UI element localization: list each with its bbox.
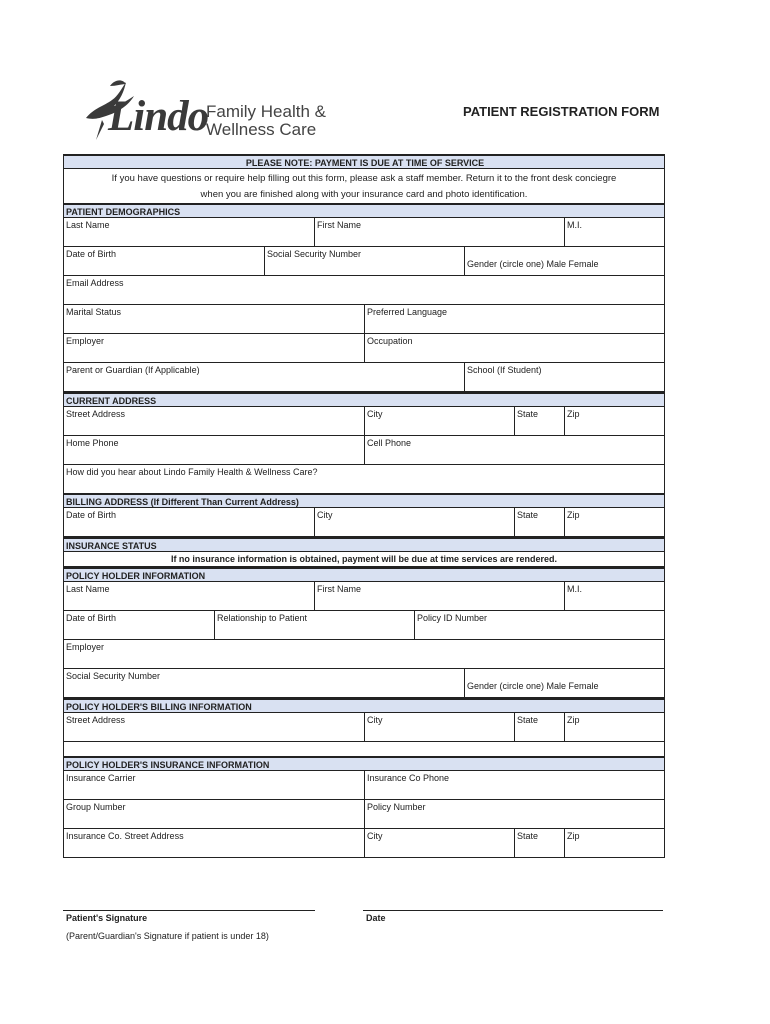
field-label: Occupation (367, 336, 413, 346)
form-row (64, 800, 664, 829)
ph-city-field[interactable] (364, 713, 514, 741)
field-label: Insurance Co Phone (367, 773, 450, 783)
field-label: Zip (567, 409, 580, 419)
registration-form (63, 154, 665, 858)
ph-street-field[interactable] (64, 713, 364, 741)
field-label: Zip (567, 510, 580, 520)
field-label: Relationship to Patient (217, 613, 308, 623)
form-row (64, 363, 664, 392)
field-label: Date of Birth (66, 510, 117, 520)
help-note (64, 169, 664, 203)
field-label: State (517, 715, 539, 725)
insurance-note: If no insurance information is obtained, payment will be due at time services are rendered. (64, 552, 664, 567)
mi-field[interactable] (564, 218, 664, 246)
field-label: Zip (567, 715, 580, 725)
field-label: Policy ID Number (417, 613, 488, 623)
policy-number-field[interactable] (364, 800, 664, 828)
cell-phone-field[interactable] (364, 436, 664, 464)
form-row (64, 582, 664, 611)
section-insurance-status: INSURANCE STATUS (64, 537, 664, 552)
field-label: Street Address (66, 715, 126, 725)
form-row (64, 669, 664, 698)
group-number-field[interactable] (64, 800, 364, 828)
logo-line-2: Wellness Care (206, 120, 317, 139)
field-label: Parent or Guardian (If Applicable) (66, 365, 200, 375)
patient-signature-label: Patient's Signature (66, 913, 148, 923)
field-label: Marital Status (66, 307, 122, 317)
date-line[interactable] (363, 910, 663, 911)
gender-field[interactable] (464, 247, 664, 275)
page-title: PATIENT REGISTRATION FORM (463, 104, 660, 119)
ph-state-field[interactable] (514, 713, 564, 741)
field-label: First Name (317, 584, 362, 594)
occupation-field[interactable] (364, 334, 664, 362)
form-row (64, 771, 664, 800)
ph-first-name-field[interactable] (314, 582, 564, 610)
gender-options: Gender (circle one) Male Female (467, 681, 599, 691)
field-label: City (367, 831, 383, 841)
form-row (64, 640, 664, 669)
ph-employer-field[interactable] (64, 640, 664, 668)
form-row (64, 436, 664, 465)
field-label: Policy Number (367, 802, 426, 812)
insurance-zip-field[interactable] (564, 829, 664, 857)
field-label: State (517, 510, 539, 520)
state-field[interactable] (514, 407, 564, 435)
section-gap (64, 742, 664, 756)
billing-city-field[interactable] (314, 508, 514, 536)
form-row (64, 305, 664, 334)
email-field[interactable] (64, 276, 664, 304)
referral-field[interactable] (64, 465, 664, 493)
field-label: City (317, 510, 333, 520)
section-policy-holder-insurance: POLICY HOLDER'S INSURANCE INFORMATION (64, 756, 664, 771)
insurance-street-field[interactable] (64, 829, 364, 857)
employer-field[interactable] (64, 334, 364, 362)
field-label: M.I. (567, 584, 582, 594)
logo-line-1: Family Health & (206, 102, 326, 121)
billing-state-field[interactable] (514, 508, 564, 536)
field-label: Date of Birth (66, 613, 117, 623)
form-row (64, 218, 664, 247)
preferred-language-field[interactable] (364, 305, 664, 333)
gender-options: Gender (circle one) Male Female (467, 259, 599, 269)
field-label: Date of Birth (66, 249, 117, 259)
field-label: State (517, 831, 539, 841)
insurance-carrier-field[interactable] (64, 771, 364, 799)
school-field[interactable] (464, 363, 664, 391)
section-policy-holder-billing: POLICY HOLDER'S BILLING INFORMATION (64, 698, 664, 713)
field-label: Group Number (66, 802, 126, 812)
form-row (64, 713, 664, 742)
field-label: Social Security Number (267, 249, 362, 259)
billing-dob-field[interactable] (64, 508, 314, 536)
policy-id-field[interactable] (414, 611, 664, 639)
guardian-signature-note: (Parent/Guardian's Signature if patient is under 18) (66, 931, 269, 941)
field-label: Zip (567, 831, 580, 841)
field-label: Street Address (66, 409, 126, 419)
payment-notice-heading: PLEASE NOTE: PAYMENT IS DUE AT TIME OF SERVICE (64, 154, 664, 169)
guardian-field[interactable] (64, 363, 464, 391)
form-row (64, 508, 664, 537)
field-label: Last Name (66, 220, 110, 230)
insurance-state-field[interactable] (514, 829, 564, 857)
field-label: Cell Phone (367, 438, 412, 448)
date-label: Date (366, 913, 386, 923)
home-phone-field[interactable] (64, 436, 364, 464)
patient-signature-line[interactable] (63, 910, 315, 911)
ph-last-name-field[interactable] (64, 582, 314, 610)
field-label: Email Address (66, 278, 124, 288)
form-row (64, 276, 664, 305)
clinic-logo (82, 78, 327, 144)
form-row (64, 407, 664, 436)
field-label: Preferred Language (367, 307, 448, 317)
field-label: Last Name (66, 584, 110, 594)
field-label: State (517, 409, 539, 419)
field-label: Home Phone (66, 438, 119, 448)
form-row (64, 465, 664, 493)
field-label: First Name (317, 220, 362, 230)
zip-field[interactable] (564, 407, 664, 435)
street-address-field[interactable] (64, 407, 364, 435)
dob-field[interactable] (64, 247, 264, 275)
first-name-field[interactable] (314, 218, 564, 246)
field-label: Social Security Number (66, 671, 161, 681)
logo-wordmark: Lindo (108, 93, 209, 140)
billing-zip-field[interactable] (564, 508, 664, 536)
field-label: Employer (66, 642, 105, 652)
ph-ssn-field[interactable] (64, 669, 464, 697)
insurance-phone-field[interactable] (364, 771, 664, 799)
field-label: Employer (66, 336, 105, 346)
ph-gender-field[interactable] (464, 669, 664, 697)
form-row (64, 247, 664, 276)
form-row (64, 829, 664, 858)
field-label: School (If Student) (467, 365, 542, 375)
relationship-field[interactable] (214, 611, 414, 639)
field-label: Insurance Carrier (66, 773, 136, 783)
form-row (64, 334, 664, 363)
section-current-address: CURRENT ADDRESS (64, 392, 664, 407)
section-billing-address: BILLING ADDRESS (If Different Than Current Address) (64, 493, 664, 508)
field-label: City (367, 409, 383, 419)
ph-dob-field[interactable] (64, 611, 214, 639)
section-patient-demographics: PATIENT DEMOGRAPHICS (64, 203, 664, 218)
ph-zip-field[interactable] (564, 713, 664, 741)
ssn-field[interactable] (264, 247, 464, 275)
field-label: City (367, 715, 383, 725)
field-label: Insurance Co. Street Address (66, 831, 184, 841)
section-policy-holder: POLICY HOLDER INFORMATION (64, 567, 664, 582)
last-name-field[interactable] (64, 218, 314, 246)
field-label: M.I. (567, 220, 582, 230)
marital-status-field[interactable] (64, 305, 364, 333)
insurance-city-field[interactable] (364, 829, 514, 857)
form-row (64, 611, 664, 640)
help-note-line-2: when you are finished along with your insurance card and photo identification. (200, 189, 528, 200)
ph-mi-field[interactable] (564, 582, 664, 610)
city-field[interactable] (364, 407, 514, 435)
field-label: How did you hear about Lindo Family Health & Wellness Care? (66, 467, 318, 477)
help-note-line-1: If you have questions or require help filling out this form, please ask a staff member. Return it to the front desk conciegre (111, 173, 617, 184)
